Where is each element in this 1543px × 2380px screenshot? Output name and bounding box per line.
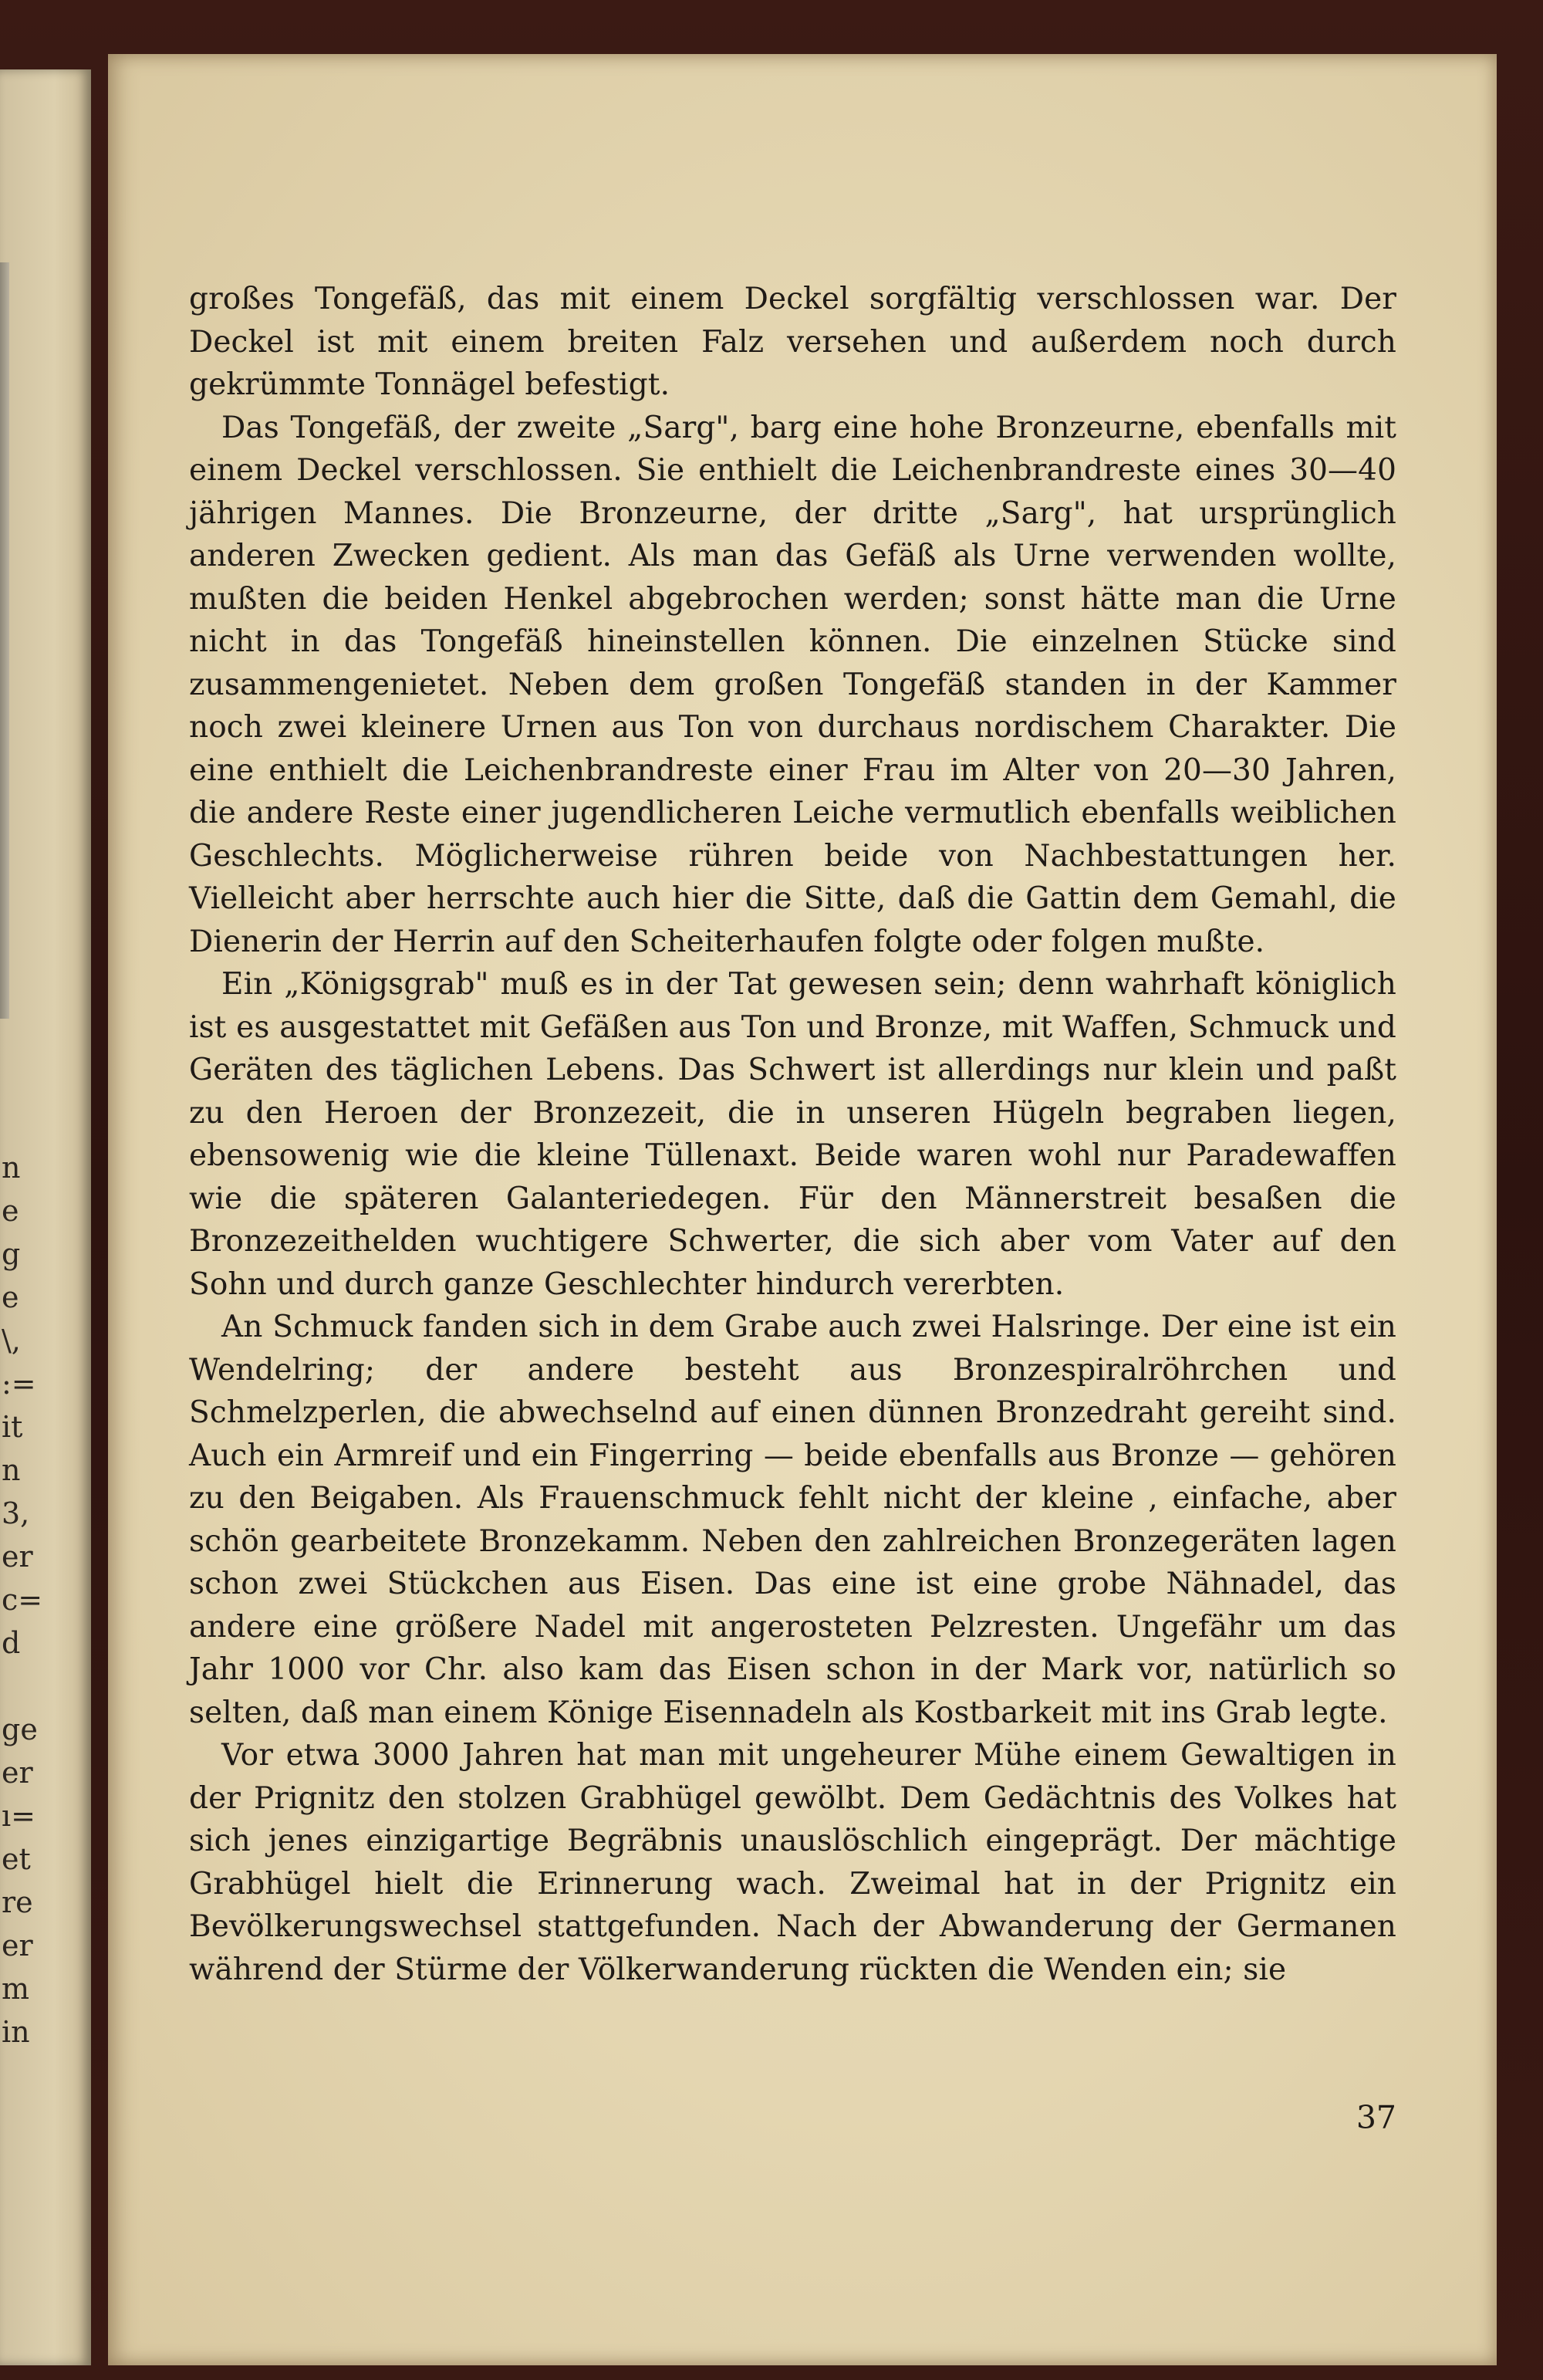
paragraph-2: Das Tongefäß, der zweite „Sarg", barg eine hohe Bronzeurne, ebenfalls mit einem Deckel verschlossen. Sie enthielt die Leichenbrandreste eines 30—40 jährigen Mannes. Die Bronzeurne, der dritte „Sarg", hat ursprünglich anderen Zwecken gedient. Als man das Gefäß als Urne verwenden wollte, mußten die beiden Henkel abgebrochen werden; sonst hätte man die Urne nicht in das Tongefäß hineinstellen können. Die einzelnen Stücke sind zusammengenietet. Neben dem großen Tongefäß standen in der Kammer noch zwei kleinere Urnen aus Ton von durchaus nordischem Charakter. Die eine enthielt die Leichenbrandreste einer Frau im Alter von 20—30 Jahren, die andere Reste einer jugendlicheren Leiche vermutlich ebenfalls weiblichen Geschlechts. Möglicherweise rühren beide von Nachbestattungen her. Vielleicht aber herrschte auch hier die Sitte, daß die Gattin dem Gemahl, die Dienerin der Herrin auf den Scheiterhaufen folgte oder folgen mußte. [189, 410, 1396, 959]
page-number: 37 [1356, 2099, 1396, 2136]
previous-page-edge [0, 69, 91, 2365]
previous-page-plate [0, 262, 9, 1019]
paragraph-1: großes Tongefäß, das mit einem Deckel sorgfältig verschlossen war. Der Deckel ist mit einem breiten Falz versehen und außerdem noch durch gekrümmte Tonnägel befestigt. [189, 282, 1396, 402]
paragraph-3: Ein „Königsgrab" muß es in der Tat gewesen sein; denn wahrhaft königlich ist es ausgestattet mit Gefäßen aus Ton und Bronze, mit Waffen, Schmuck und Geräten des täglichen Lebens. Das Schwert ist allerdings nur klein und paßt zu den Heroen der Bronzezeit, die in unseren Hügeln begraben liegen, ebensowenig wie die kleine Tüllenaxt. Beide waren wohl nur Paradewaffen wie die späteren Galanteriedegen. Für den Männerstreit besaßen die Bronzezeithelden wuchtigere Schwerter, die sich aber vom Vater auf den Sohn und durch ganze Geschlechter hindurch vererbten. [189, 967, 1396, 1302]
previous-page-text-fragments: n e g e \, := it n 3, er c= d ge er ı= et re er m in [2, 1151, 43, 2049]
book-page [108, 54, 1497, 2365]
paragraph-5: Vor etwa 3000 Jahren hat man mit ungeheurer Mühe einem Gewaltigen in der Prignitz den stolzen Grabhügel gewölbt. Dem Gedächtnis des Volkes hat sich jenes einzigartige Begräbnis unauslöschlich eingeprägt. Der mächtige Grabhügel hielt die Erinnerung wach. Zweimal hat in der Prignitz ein Bevölkerungswechsel stattgefunden. Nach der Abwanderung der Germanen während der Stürme der Völkerwanderung rückten die Wenden ein; sie [189, 1738, 1396, 1987]
paragraph-4: An Schmuck fanden sich in dem Grabe auch zwei Halsringe. Der eine ist ein Wendelring; der andere besteht aus Bronzespiralröhrchen und Schmelzperlen, die abwechselnd auf einen dünnen Bronzedraht gereiht sind. Auch ein Armreif und ein Fingerring — beide ebenfalls aus Bronze — gehören zu den Beigaben. Als Frauenschmuck fehlt nicht der kleine , einfache, aber schön gearbeitete Bronzekamm. Neben den zahlreichen Bronzegeräten lagen schon zwei Stückchen aus Eisen. Das eine ist eine grobe Nähnadel, das andere eine größere Nadel mit angerosteten Pelzresten. Ungefähr um das Jahr 1000 vor Chr. also kam das Eisen schon in der Mark vor, natürlich so selten, daß man einem Könige Eisennadeln als Kostbarkeit mit ins Grab legte. [189, 1310, 1396, 1730]
body-text [189, 278, 1396, 1991]
